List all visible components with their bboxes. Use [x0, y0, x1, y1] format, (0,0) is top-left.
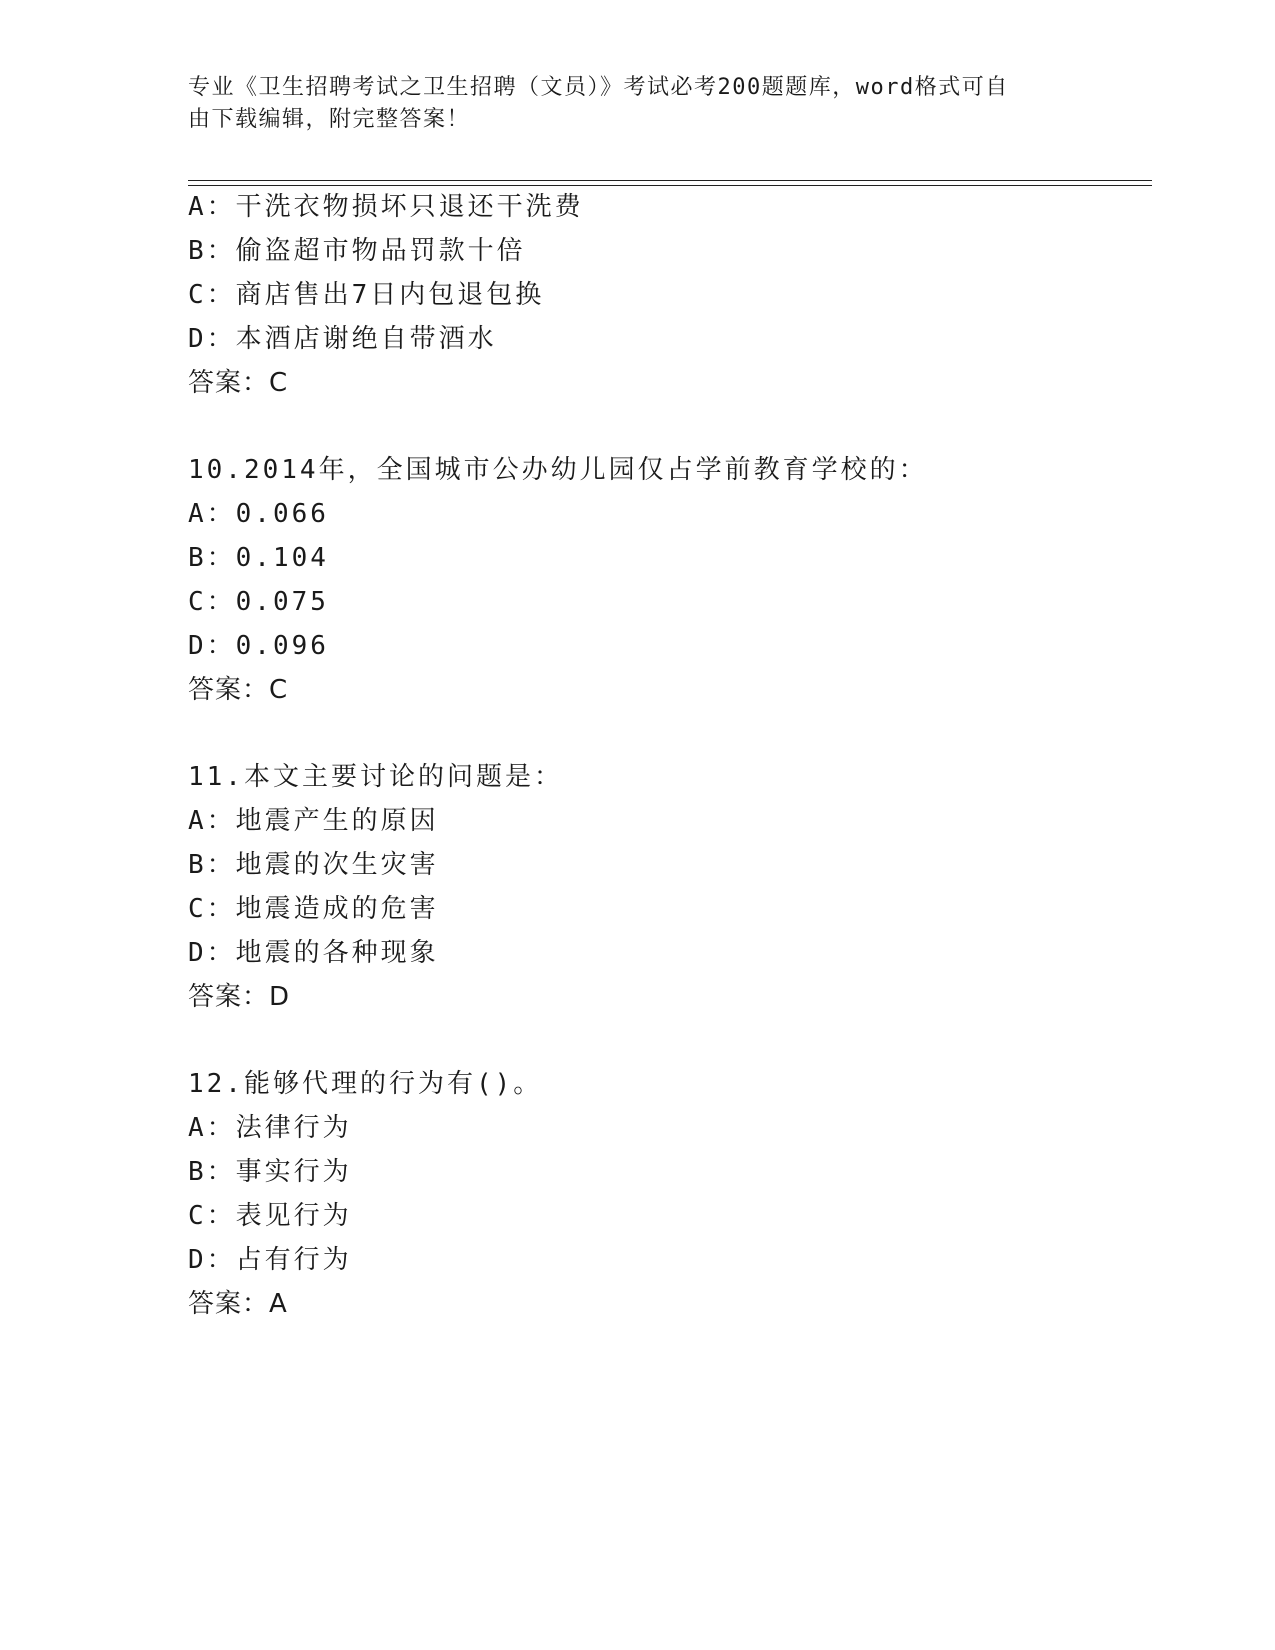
q10-option-c: C：0.075	[188, 587, 329, 617]
header-divider-bottom	[188, 185, 1152, 186]
q12-question: 12.能够代理的行为有()。	[188, 1069, 543, 1099]
q11-question: 11.本文主要讨论的问题是：	[188, 762, 563, 792]
q11-option-c: C：地震造成的危害	[188, 894, 439, 924]
q10-option-d: D：0.096	[188, 631, 329, 661]
q9-option-c: C：商店售出7日内包退包换	[188, 280, 545, 310]
q11-option-b: B：地震的次生灾害	[188, 850, 439, 880]
q11-option-d: D：地震的各种现象	[188, 938, 439, 968]
q12-option-c: C：表见行为	[188, 1201, 352, 1231]
header-divider-top	[188, 180, 1152, 181]
q9-option-d: D：本酒店谢绝自带酒水	[188, 324, 497, 354]
q10-option-a: A：0.066	[188, 499, 329, 529]
q12-option-b: B：事实行为	[188, 1157, 352, 1187]
document-header	[188, 72, 1078, 136]
q11-option-a: A：地震产生的原因	[188, 806, 439, 836]
q9-option-b: B：偷盗超市物品罚款十倍	[188, 236, 526, 266]
q10-option-b: B：0.104	[188, 543, 329, 573]
q9-option-a: A：干洗衣物损坏只退还干洗费	[188, 192, 584, 222]
q11-answer: 答案：D	[188, 982, 291, 1012]
q12-option-d: D：占有行为	[188, 1245, 352, 1275]
q12-answer: 答案：A	[188, 1289, 288, 1319]
q10-answer: 答案：C	[188, 675, 289, 705]
q12-option-a: A：法律行为	[188, 1113, 352, 1143]
header-line-1: 专业《卫生招聘考试之卫生招聘（文员）》考试必考200题题库，word格式可自	[188, 75, 1009, 100]
q10-question: 10.2014年，全国城市公办幼儿园仅占学前教育学校的：	[188, 455, 928, 485]
header-line-2: 由下载编辑，附完整答案！	[188, 107, 471, 132]
q9-answer: 答案：C	[188, 368, 289, 398]
